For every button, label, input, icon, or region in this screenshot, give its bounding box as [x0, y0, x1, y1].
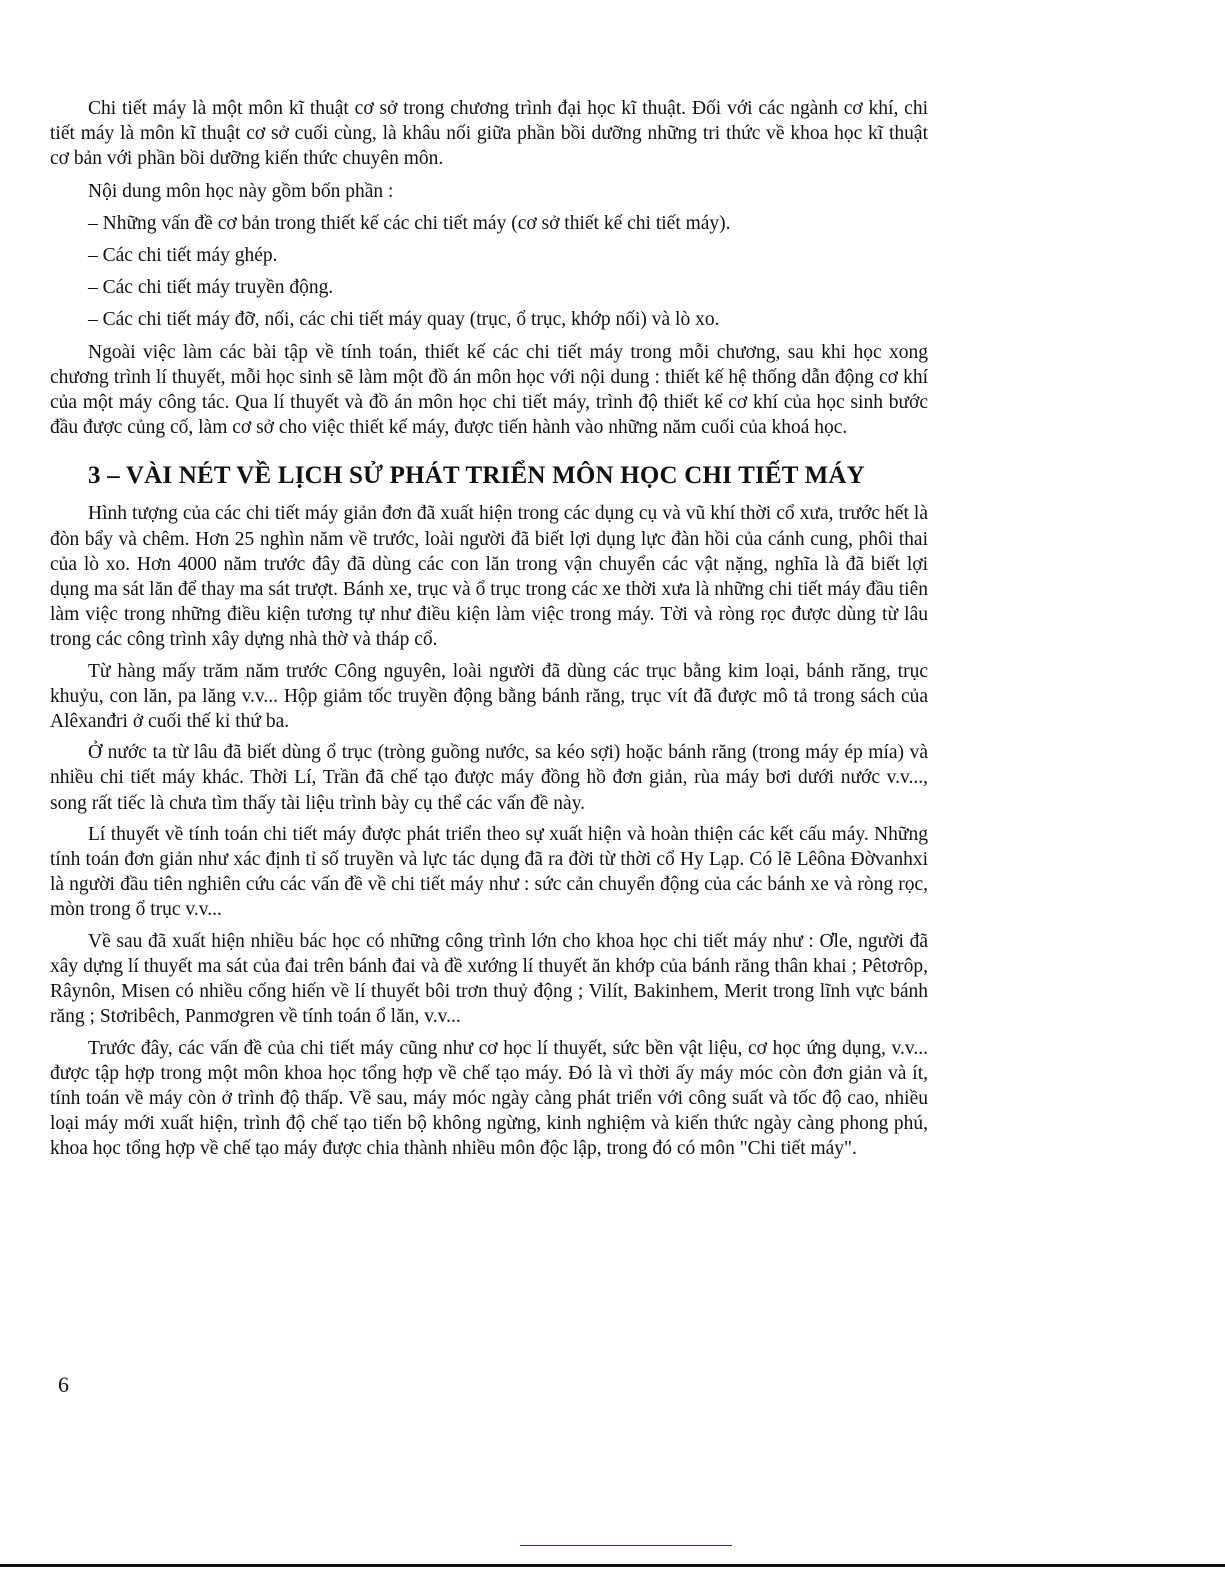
- intro-paragraph-1: Chi tiết máy là một môn kĩ thuật cơ sở trong chương trình đại học kĩ thuật. Đối với các ngành cơ khí, chi tiết máy là môn kĩ thuật cơ sở cuối cùng, là khâu nối giữa phần bồi dưỡng những tri thức về khoa học kĩ thuật cơ bản với phần bồi dưỡng kiến thức chuyên môn.: [50, 98, 928, 170]
- section-paragraph: Ở nước ta từ lâu đã biết dùng ổ trục (tròng guồng nước, sa kéo sợi) hoặc bánh răng (trong máy ép mía) và nhiều chi tiết máy khác. Thời Lí, Trần đã chế tạo được máy đồng hồ đơn giản, rùa máy bơi dưới nước v.v..., song rất tiếc là chưa tìm thấy tài liệu trình bày cụ thể các vấn đề này.: [50, 742, 928, 814]
- content-list: [50, 211, 928, 333]
- section-paragraph: Lí thuyết về tính toán chi tiết máy được phát triển theo sự xuất hiện và hoàn thiện các kết cấu máy. Những tính toán đơn giản như xác định tỉ số truyền và lực tác dụng đã ra đời từ thời cổ Hy Lạp. Có lẽ Lêôna Đờvanhxi là người đầu tiên nghiên cứu các vấn đề về chi tiết máy như : sức cản chuyển động của các bánh xe và ròng rọc, mòn trong ổ trục v.v...: [50, 823, 928, 921]
- page-number: 6: [58, 1372, 69, 1397]
- intro-paragraph-2: Nội dung môn học này gồm bốn phần :: [88, 180, 394, 202]
- page-content: [50, 96, 928, 1162]
- section-paragraph: Hình tượng của các chi tiết máy giản đơn đã xuất hiện trong các dụng cụ và vũ khí thời cổ xưa, trước hết là đòn bẩy và chêm. Hơn 25 nghìn năm về trước, loài người đã biết lợi dụng lực đàn hồi của cánh cung, phôi thai của lò xo. Hơn 4000 năm trước đây đã dùng các con lăn trong vận chuyển các vật nặng, nghĩa là đã biết lợi dụng ma sát lăn để thay ma sát trượt. Bánh xe, trục và ổ trục trong các xe thời xưa là những chi tiết máy đầu tiên làm việc trong những điều kiện tương tự như điều kiện làm việc trong máy. Tời và ròng rọc được dùng từ lâu trong các công trình xây dựng nhà thờ và tháp cổ.: [50, 503, 928, 651]
- section-paragraph: Về sau đã xuất hiện nhiều bác học có những công trình lớn cho khoa học chi tiết máy như : Ơle, người đã xây dựng lí thuyết ma sát của đai trên bánh đai và đề xướng lí thuyết ăn khớp của bánh răng thân khai ; Pêtơrôp, Râynôn, Misen có nhiều cống hiến về lí thuyết bôi trơn thuỷ động ; Vilít, Bakinhem, Merit trong lĩnh vực bánh răng ; Stơribêch, Panmơgren về tính toán ổ lăn, v.v...: [50, 930, 928, 1028]
- section-heading: 3 – VÀI NÉT VỀ LỊCH SỬ PHÁT TRIỂN MÔN HỌC CHI TIẾT MÁY: [88, 462, 865, 490]
- intro-paragraph-3: Ngoài việc làm các bài tập về tính toán, thiết kế các chi tiết máy trong mỗi chương, sau khi học xong chương trình lí thuyết, mỗi học sinh sẽ làm một đồ án môn học với nội dung : thiết kế hệ thống dẫn động cơ khí của một máy công tác. Qua lí thuyết và đồ án môn học chi tiết máy, trình độ thiết kế cơ khí của học sinh bước đầu được củng cố, làm cơ sở cho việc thiết kế máy, được tiến hành vào những năm cuối của khoá học.: [50, 341, 928, 439]
- bottom-border-line: [0, 1564, 1225, 1567]
- list-item: – Những vấn đề cơ bản trong thiết kế các chi tiết máy (cơ sở thiết kế chi tiết máy).: [88, 212, 731, 234]
- footer-link-underline: [520, 1545, 732, 1546]
- list-item: – Các chi tiết máy ghép.: [88, 245, 278, 267]
- section-paragraph: Trước đây, các vấn đề của chi tiết máy cũng như cơ học lí thuyết, sức bền vật liệu, cơ học ứng dụng, v.v... được tập hợp trong một môn khoa học tổng hợp về chế tạo máy. Đó là vì thời ấy máy móc còn đơn giản và ít, tính toán về máy còn ở trình độ thấp. Về sau, máy móc ngày càng phát triển với công suất và tốc độ cao, nhiều loại máy mới xuất hiện, trình độ chế tạo tiến bộ không ngừng, kinh nghiệm và kiến thức ngày càng phong phú, khoa học tổng hợp về chế tạo máy được chia thành nhiều môn độc lập, trong đó có môn "Chi tiết máy".: [50, 1037, 928, 1160]
- section-paragraph: Từ hàng mấy trăm năm trước Công nguyên, loài người đã dùng các trục bằng kim loại, bánh răng, trục khuỷu, con lăn, pa lăng v.v... Hộp giảm tốc truyền động bằng bánh răng, trục vít đã được mô tả trong sách của Alêxanđri ở cuối thế kỉ thứ ba.: [50, 660, 928, 733]
- list-item: – Các chi tiết máy đỡ, nối, các chi tiết máy quay (trục, ổ trục, khớp nối) và lò xo.: [88, 309, 720, 331]
- history-section: [50, 462, 928, 1161]
- list-item: – Các chi tiết máy truyền động.: [88, 277, 334, 299]
